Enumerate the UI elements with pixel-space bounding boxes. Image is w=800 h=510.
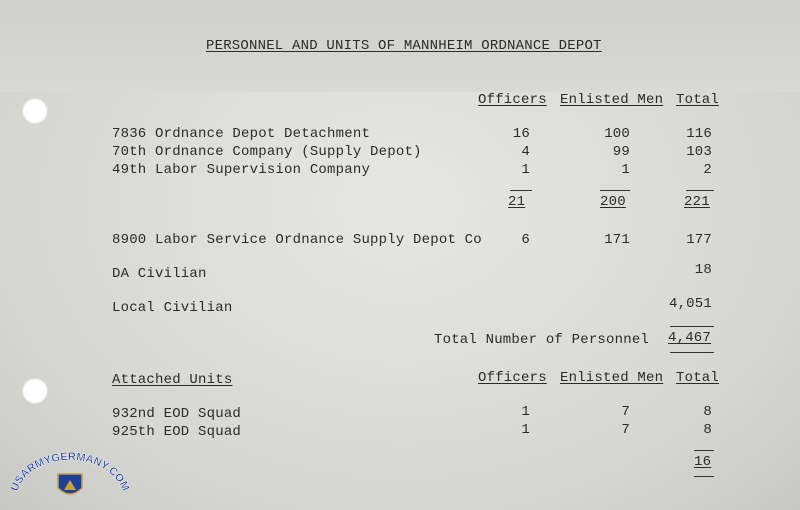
attached-unit-officers: 1 <box>521 404 530 420</box>
unit-total: 116 <box>686 126 712 142</box>
grand-total-label: Total Number of Personnel <box>434 332 650 348</box>
unit-officers: 16 <box>512 126 530 142</box>
labor-service-name: 8900 Labor Service Ordnance Supply Depot Co <box>112 232 482 248</box>
subtotal-rule <box>686 190 714 191</box>
document-title: PERSONNEL AND UNITS OF MANNHEIM ORDNANCE DEPOT <box>206 38 602 54</box>
local-civilian-label: Local Civilian <box>112 300 233 316</box>
attached-header-officers: Officers <box>478 370 547 386</box>
usarmygermany-watermark-logo <box>6 452 134 506</box>
grand-total-value: 4,467 <box>668 330 712 346</box>
attached-units-heading: Attached Units <box>112 372 233 388</box>
attached-total-rule <box>694 450 714 451</box>
labor-service-total: 177 <box>686 232 712 248</box>
unit-officers: 4 <box>521 144 530 160</box>
unit-enlisted: 99 <box>612 144 630 160</box>
attached-unit-total: 8 <box>703 404 712 420</box>
unit-total: 2 <box>703 162 712 178</box>
attached-total-value: 16 <box>694 454 712 470</box>
unit-enlisted: 1 <box>621 162 630 178</box>
subtotal-rule <box>510 190 532 191</box>
attached-unit-enlisted: 7 <box>621 422 630 438</box>
subtotal-enlisted: 200 <box>600 194 626 210</box>
punch-hole <box>22 378 48 404</box>
unit-name: 7836 Ordnance Depot Detachment <box>112 126 371 142</box>
subtotal-officers: 21 <box>508 194 526 210</box>
watermark-text: USARMYGERMANY.COM <box>8 452 132 493</box>
subtotal-rule <box>600 190 630 191</box>
local-civilian-total: 4,051 <box>668 296 712 312</box>
unit-total: 103 <box>686 144 712 160</box>
unit-name: 49th Labor Supervision Company <box>112 162 371 178</box>
grand-total-double-rule <box>670 352 714 353</box>
labor-service-enlisted: 171 <box>604 232 630 248</box>
attached-unit-total: 8 <box>703 422 712 438</box>
unit-officers: 1 <box>521 162 530 178</box>
attached-unit-name: 925th EOD Squad <box>112 424 242 440</box>
attached-header-enlisted: Enlisted Men <box>560 370 664 386</box>
labor-service-officers: 6 <box>521 232 530 248</box>
attached-unit-name: 932nd EOD Squad <box>112 406 242 422</box>
header-enlisted-men: Enlisted Men <box>560 92 664 108</box>
grand-total-rule <box>670 326 714 327</box>
da-civilian-label: DA Civilian <box>112 266 207 282</box>
header-total: Total <box>676 92 720 108</box>
unit-enlisted: 100 <box>604 126 630 142</box>
subtotal-total: 221 <box>684 194 710 210</box>
attached-header-total: Total <box>676 370 720 386</box>
unit-name: 70th Ordnance Company (Supply Depot) <box>112 144 422 160</box>
attached-unit-officers: 1 <box>521 422 530 438</box>
attached-unit-enlisted: 7 <box>621 404 630 420</box>
da-civilian-total: 18 <box>694 262 712 278</box>
header-officers: Officers <box>478 92 547 108</box>
punch-hole <box>22 98 48 124</box>
attached-total-double-rule <box>694 476 714 477</box>
